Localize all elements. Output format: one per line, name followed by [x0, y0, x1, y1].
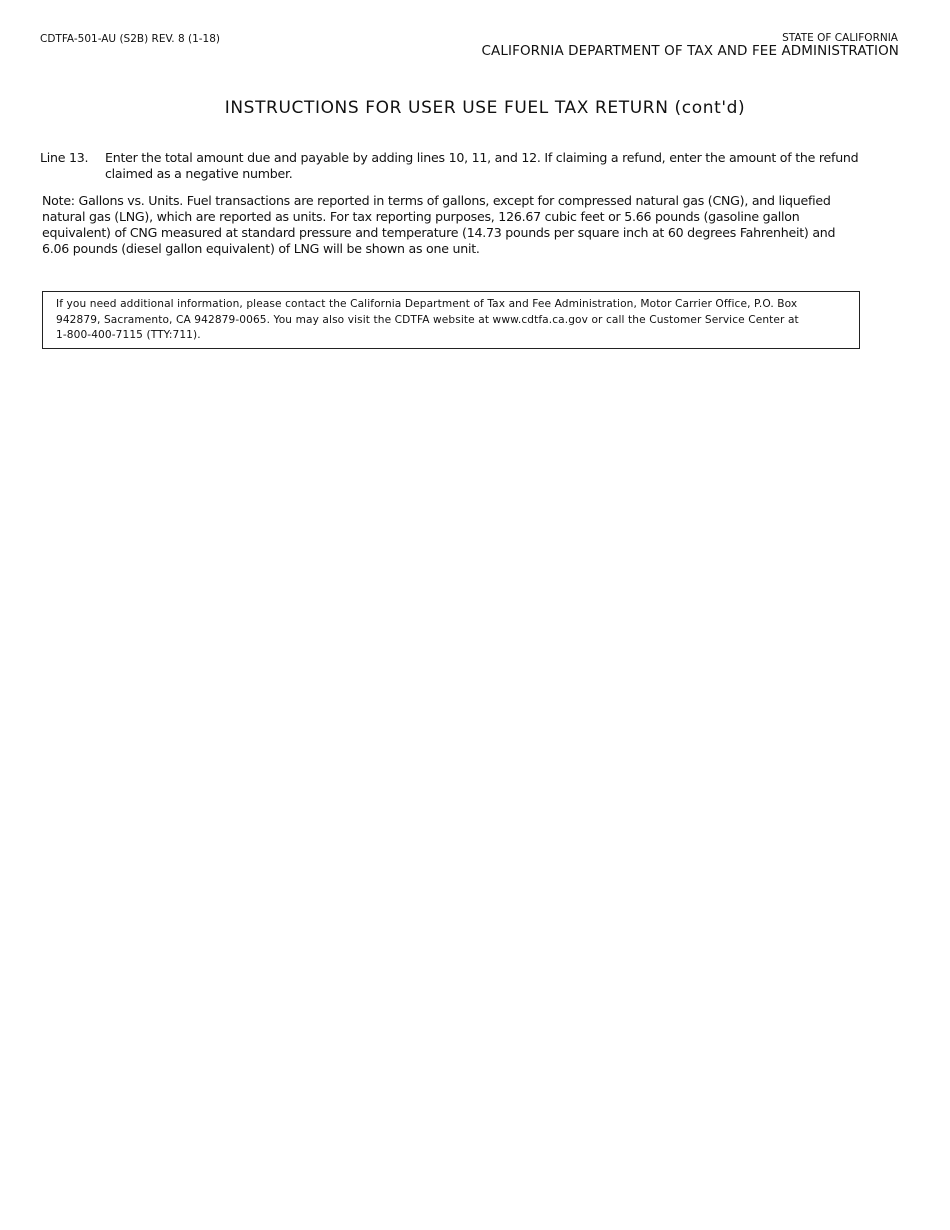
contact-info-text: [56, 297, 799, 344]
note-gallons-vs-units: [42, 193, 835, 257]
form-id: CDTFA-501-AU (S2B) REV. 8 (1-18): [40, 33, 221, 45]
department-name: CALIFORNIA DEPARTMENT OF TAX AND FEE ADMINISTRATION: [481, 43, 899, 59]
state-label: STATE OF CALIFORNIA: [782, 32, 898, 44]
line13-instructions: [105, 150, 858, 182]
text-line: 1-800-400-7115 (TTY:711).: [56, 329, 201, 341]
text-line: Note: Gallons vs. Units. Fuel transactions are reported in terms of gallons, except for compressed natural gas (CNG), and liquefied: [42, 193, 831, 208]
page-title: INSTRUCTIONS FOR USER USE FUEL TAX RETURN (cont'd): [224, 98, 746, 118]
text-line: If you need additional information, please contact the California Department of Tax and Fee Administration, Motor Carrier Office, P.O. Box: [56, 298, 798, 310]
text-line: 942879, Sacramento, CA 942879-0065. You may also visit the CDTFA website at www.cdtfa.ca.gov or call the Customer Service Center at: [56, 313, 799, 326]
text-line: 6.06 pounds (diesel gallon equivalent) of LNG will be shown as one unit.: [42, 241, 480, 256]
text-line: equivalent) of CNG measured at standard pressure and temperature (14.73 pounds per square inch at 60 degrees Fahrenheit) and: [42, 225, 836, 240]
text-line: natural gas (LNG), which are reported as units. For tax reporting purposes, 126.67 cubic feet or 5.66 pounds (gasoline gallon: [42, 209, 800, 224]
line13-label: Line 13.: [40, 150, 89, 165]
text-line: claimed as a negative number.: [105, 166, 293, 181]
contact-info-box: [42, 291, 860, 349]
text-line: Enter the total amount due and payable by adding lines 10, 11, and 12. If claiming a refund, enter the amount of the refund: [105, 150, 859, 165]
